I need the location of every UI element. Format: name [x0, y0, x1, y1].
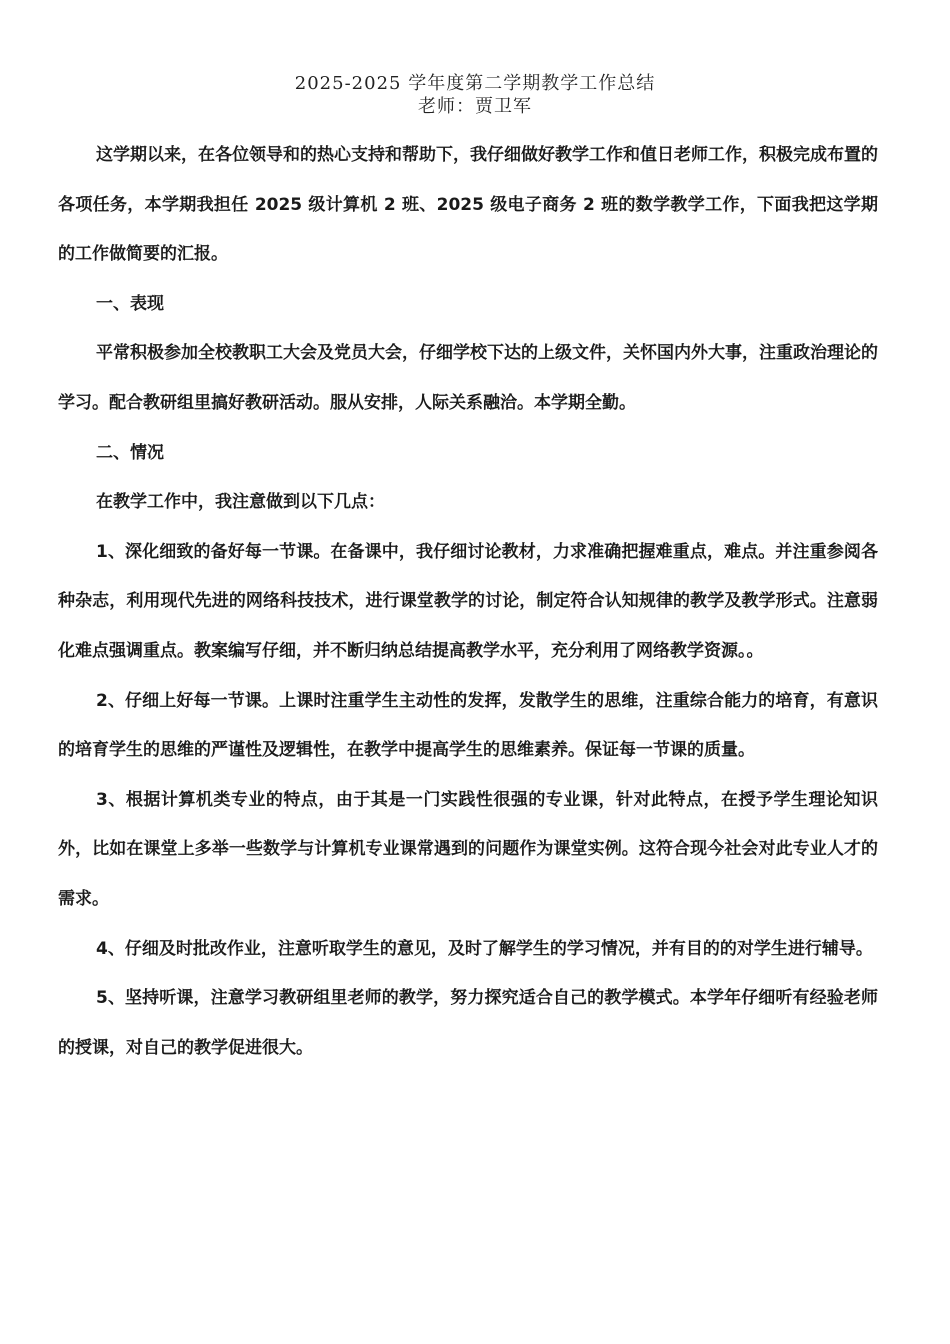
- point-1-paragraph: 1、深化细致的备好每一节课。在备课中，我仔细讨论教材，力求准确把握难重点，难点。并注重参阅各种杂志，利用现代先进的网络科技技术，进行课堂教学的讨论，制定符合认知规律的教学及教学形式。注意弱化难点强调重点。教案编写仔细，并不断归纳总结提高教学水平，充分利用了网络教学资源。。: [58, 541, 878, 661]
- point-3-paragraph: 3、根据计算机类专业的特点，由于其是一门实践性很强的专业课，针对此特点，在授予学生理论知识外，比如在课堂上多举一些数学与计算机专业课常遇到的问题作为课堂实例。这符合现今社会对此专业人才的需求。: [58, 789, 878, 909]
- document-title: 2025-2025 学年度第二学期教学工作总结: [294, 73, 656, 94]
- intro-paragraph: 这学期以来，在各位领导和的热心支持和帮助下，我仔细做好教学工作和值日老师工作，积极完成布置的各项任务，本学期我担任 2025 级计算机 2 班、2025 级电子商务 2 班的数学教学工作，下面我把这学期的工作做简要的汇报。: [58, 145, 878, 265]
- section-heading-performance: 一、表现: [96, 293, 164, 314]
- situation-intro-paragraph: 在教学工作中，我注意做到以下几点：: [96, 492, 385, 513]
- document-body: [58, 131, 878, 1073]
- point-2-paragraph: 2、仔细上好每一节课。上课时注重学生主动性的发挥，发散学生的思维，注重综合能力的培育，有意识的培育学生的思维的严谨性及逻辑性，在教学中提高学生的思维素养。保证每一节课的质量。: [58, 690, 878, 761]
- performance-paragraph: 平常积极参加全校教职工大会及党员大会，仔细学校下达的上级文件，关怀国内外大事，注重政治理论的学习。配合教研组里搞好教研活动。服从安排，人际关系融洽。本学期全勤。: [58, 343, 878, 413]
- author-line: 老师：贾卫军: [418, 96, 532, 117]
- point-5-paragraph: 5、坚持听课，注意学习教研组里老师的教学，努力探究适合自己的教学模式。本学年仔细听有经验老师的授课，对自己的教学促进很大。: [58, 988, 878, 1058]
- document-header: [0, 72, 950, 118]
- point-4-paragraph: 4、仔细及时批改作业，注意听取学生的意见，及时了解学生的学习情况，并有目的的对学生进行辅导。: [96, 938, 873, 959]
- section-heading-situation: 二、情况: [96, 442, 164, 463]
